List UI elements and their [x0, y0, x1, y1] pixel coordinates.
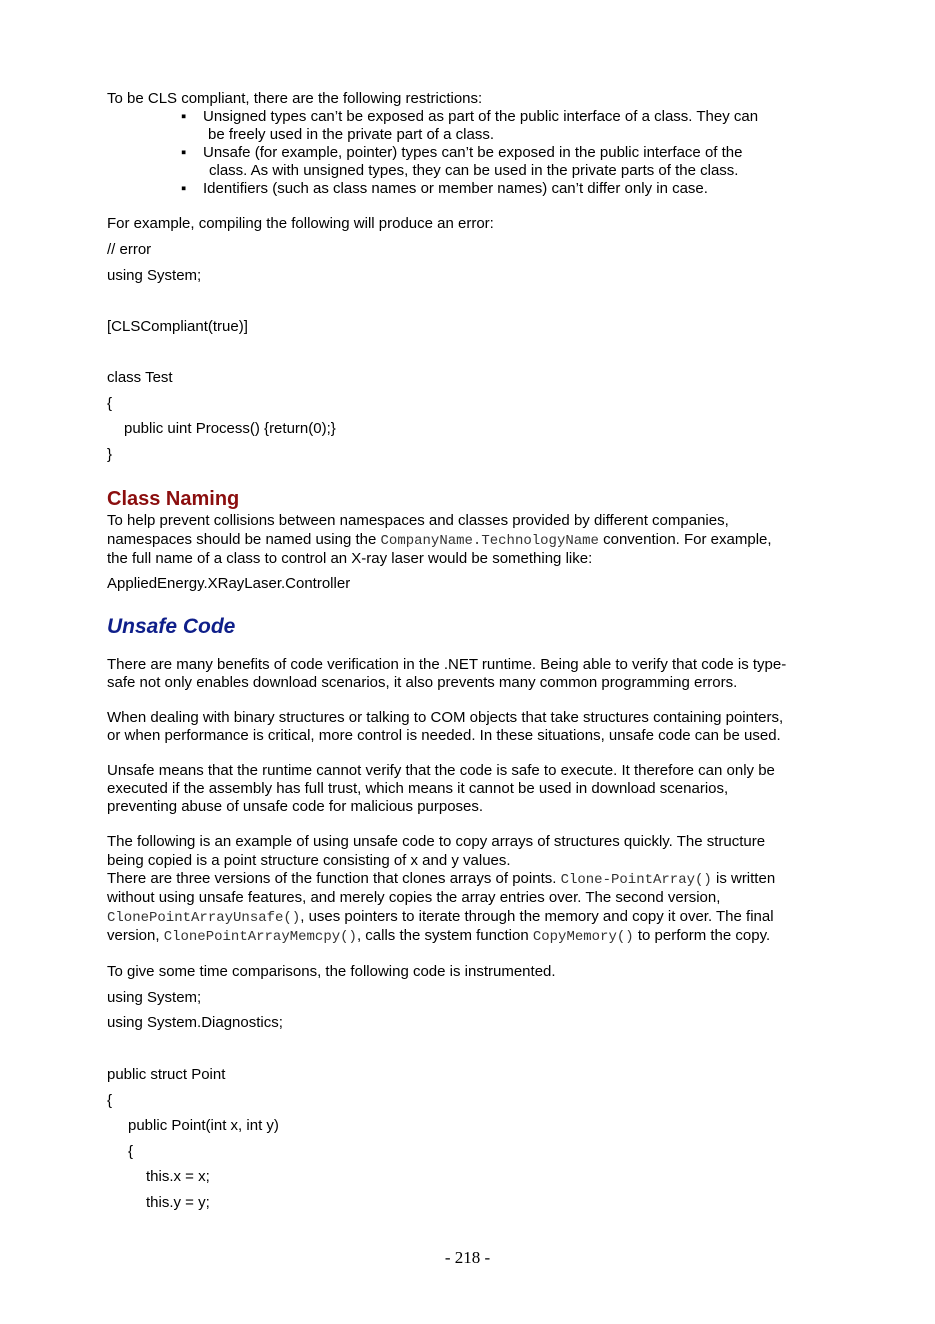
unsafe-para-1-line: safe not only enables download scenarios, it also prevents many common programming errors. — [107, 674, 738, 691]
code-line: using System; — [107, 989, 202, 1006]
code-line: public struct Point — [107, 1066, 226, 1083]
unsafe-para-5-line: version, ClonePointArrayMemcpy(), calls the system function CopyMemory() to perform the copy. — [107, 927, 771, 945]
unsafe-code-heading: Unsafe Code — [107, 615, 236, 638]
code-line: this.x = x; — [146, 1168, 210, 1185]
unsafe-para-2-line: or when performance is critical, more control is needed. In these situations, unsafe code can be used. — [107, 727, 781, 744]
page-number: - 218 - — [444, 1248, 491, 1267]
bullet-3-line-1: Identifiers (such as class names or member names) can’t differ only in case. — [203, 180, 708, 197]
unsafe-para-6: To give some time comparisons, the following code is instrumented. — [107, 963, 556, 980]
inline-code: Clone-PointArray() — [560, 872, 712, 888]
bullet-2-line-1: Unsafe (for example, pointer) types can’t be exposed in the public interface of the — [203, 144, 743, 161]
class-naming-para-line: namespaces should be named using the CompanyName.TechnologyName convention. For example, — [107, 531, 772, 549]
example-intro: For example, compiling the following will produce an error: — [107, 215, 494, 232]
unsafe-para-5-line: ClonePointArrayUnsafe(), uses pointers to iterate through the memory and copy it over. The final — [107, 908, 774, 926]
code-line: [CLSCompliant(true)] — [107, 318, 248, 335]
bullet-1-line-2: be freely used in the private part of a class. — [208, 126, 494, 143]
code-line: using System.Diagnostics; — [107, 1014, 283, 1031]
unsafe-para-3-line: executed if the assembly has full trust, which means it cannot be used in download scenarios, — [107, 780, 729, 797]
inline-code: CompanyName.TechnologyName — [380, 533, 599, 549]
unsafe-para-3-line: preventing abuse of unsafe code for malicious purposes. — [107, 798, 484, 815]
code-line: public Point(int x, int y) — [128, 1117, 279, 1134]
intro-text: To be CLS compliant, there are the following restrictions: — [107, 90, 483, 107]
code-line: this.y = y; — [146, 1194, 210, 1211]
class-naming-heading: Class Naming — [107, 488, 240, 510]
code-line: public uint Process() {return(0);} — [124, 420, 336, 437]
code-line: } — [107, 446, 113, 463]
bullet-marker: ▪ — [181, 180, 187, 197]
unsafe-para-4-line: The following is an example of using unsafe code to copy arrays of structures quickly. The structure — [107, 833, 766, 850]
code-line: { — [107, 1092, 113, 1109]
bullet-marker: ▪ — [181, 108, 187, 125]
code-line: { — [128, 1143, 134, 1160]
inline-code: ClonePointArrayMemcpy() — [163, 929, 357, 945]
code-line: { — [107, 395, 113, 412]
class-naming-para-line: To help prevent collisions between namespaces and classes provided by different companies, — [107, 512, 729, 529]
class-naming-para-line: the full name of a class to control an X-ray laser would be something like: — [107, 550, 593, 567]
bullet-2-line-2: class. As with unsigned types, they can be used in the private parts of the class. — [209, 162, 739, 179]
unsafe-para-2-line: When dealing with binary structures or talking to COM objects that take structures containing pointers, — [107, 709, 784, 726]
unsafe-para-3-line: Unsafe means that the runtime cannot verify that the code is safe to execute. It therefore can only be — [107, 762, 775, 779]
unsafe-para-4-line: being copied is a point structure consisting of x and y values. — [107, 852, 511, 869]
class-naming-example: AppliedEnergy.XRayLaser.Controller — [107, 575, 351, 592]
inline-code: CopyMemory() — [532, 929, 634, 945]
bullet-marker: ▪ — [181, 144, 187, 161]
code-line: class Test — [107, 369, 173, 386]
unsafe-para-1-line: There are many benefits of code verification in the .NET runtime. Being able to verify that code is type- — [107, 656, 787, 673]
code-line: using System; — [107, 267, 202, 284]
unsafe-para-5-line: There are three versions of the function that clones arrays of points. Clone-PointArray() is written — [107, 870, 776, 888]
code-line: // error — [107, 241, 152, 258]
unsafe-para-5-line: without using unsafe features, and merely copies the array entries over. The second version, — [107, 889, 721, 906]
inline-code: ClonePointArrayUnsafe() — [107, 910, 301, 926]
bullet-1-line-1: Unsigned types can’t be exposed as part of the public interface of a class. They can — [203, 108, 759, 125]
